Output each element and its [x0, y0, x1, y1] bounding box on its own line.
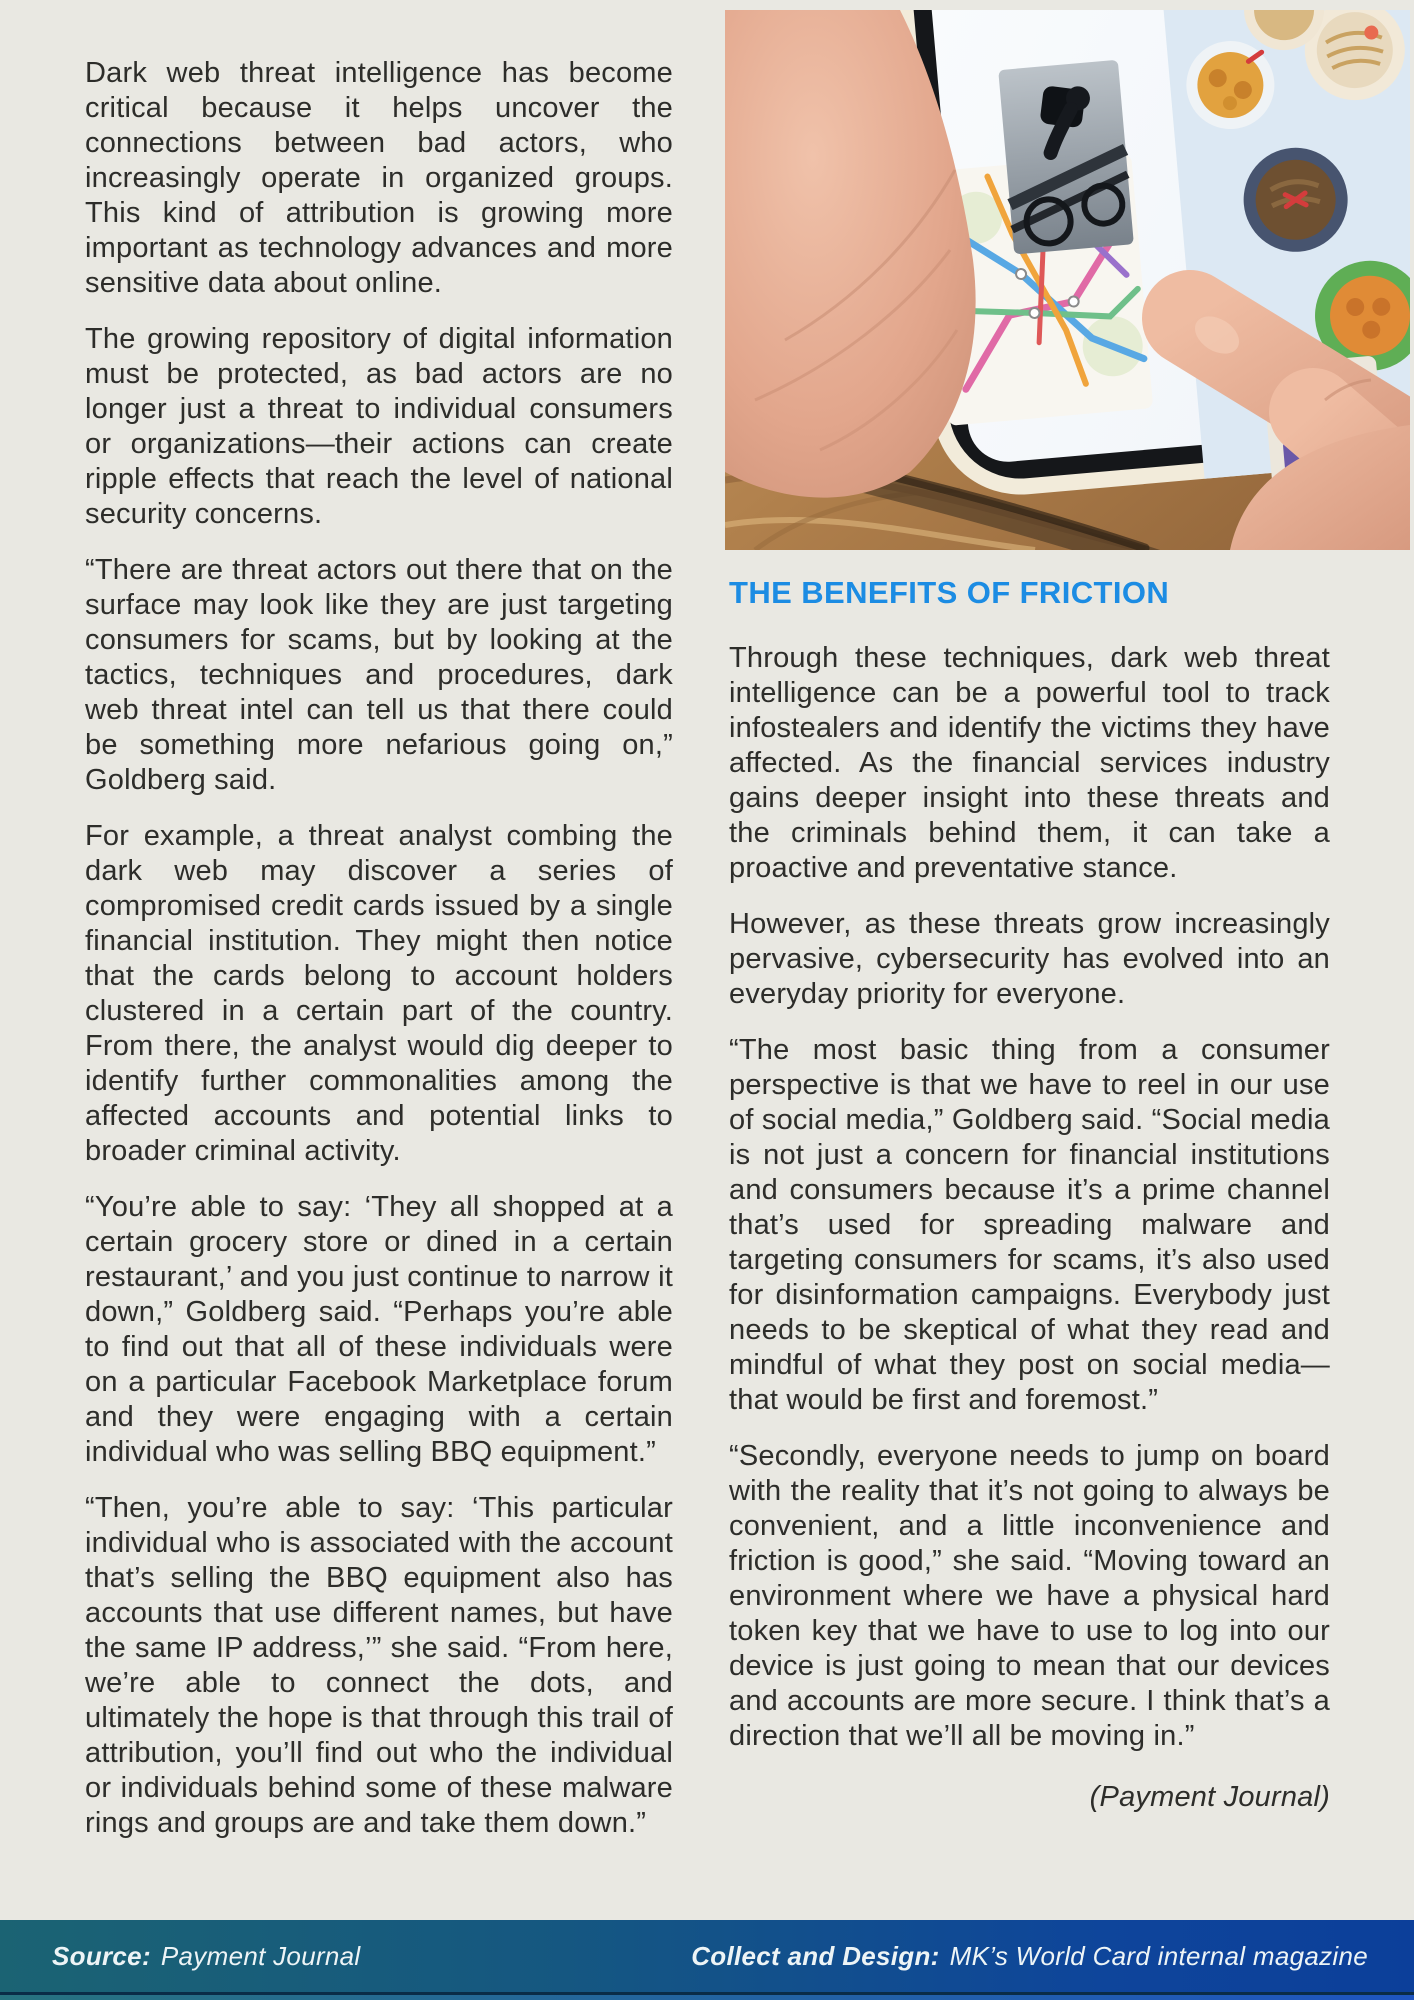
body-paragraph: However, as these threats grow increasingly pervasive, cybersecurity has evolved into an everyday priority for everyone.: [729, 908, 1330, 1010]
footer-source: [52, 1941, 361, 1972]
body-paragraph: “Secondly, everyone needs to jump on board with the reality that it’s not going to always be convenient, and a little inconvenience and friction is good,” she said. “Moving toward an environment where we have a physical hard token key that we have to use to log into our device is just going to mean that our devices and accounts are more secure. I think that’s a direction that we’ll all be moving in.”: [729, 1440, 1330, 1752]
body-paragraph: “Then, you’re able to say: ‘This particular individual who is associated with the account that’s selling the BBQ equipment also has accounts that use different names, but have the same IP address,’” she said. “From here, we’re able to connect the dots, and ultimately the hope is that through this trail of attribution, you’ll find out who the individual or individuals behind some of these malware rings and groups are and take them down.”: [85, 1492, 673, 1839]
body-paragraph: The growing repository of digital information must be protected, as bad actors are no longer just a threat to individual consumers or organizations—their actions can create ripple effects that reach the level of national security concerns.: [85, 323, 673, 530]
footer-source-value: Payment Journal: [160, 1940, 361, 1971]
footer-source-label: Source:: [52, 1940, 151, 1971]
left-column: [85, 56, 673, 1862]
footer-bar: [0, 1920, 1414, 2000]
article-photo: [725, 10, 1410, 550]
footer-credit-label: Collect and Design:: [691, 1940, 940, 1971]
body-paragraph: “There are threat actors out there that on the surface may look like they are just targeting consumers for scams, but by looking at the tactics, techniques and procedures, dark web threat intel can tell us that there could be something more nefarious going on,” Goldberg said.: [85, 554, 673, 796]
courier-photo: [998, 60, 1134, 255]
body-paragraph: Through these techniques, dark web threat intelligence can be a powerful tool to track infostealers and identify the victims they have affected. As the financial services industry gains deeper insight into these threats and the criminals behind them, it can take a proactive and preventative stance.: [729, 642, 1330, 884]
source-attribution: (Payment Journal): [1089, 1781, 1330, 1813]
body-paragraph: For example, a threat analyst combing the dark web may discover a series of compromised credit cards issued by a single financial institution. They might then notice that the cards belong to account holders clustered in a certain part of the country. From there, the analyst would dig deeper to identify further commonalities among the affected accounts and potential links to broader criminal activity.: [85, 820, 673, 1167]
footer-credit-value: MK’s World Card internal magazine: [949, 1940, 1368, 1971]
footer-bottom-strip: [0, 1995, 1414, 2000]
right-column: [729, 575, 1330, 1815]
footer-band: [0, 1920, 1414, 1992]
section-heading: THE BENEFITS OF FRICTION: [729, 575, 1170, 610]
body-paragraph: “You’re able to say: ‘They all shopped at a certain grocery store or dined in a certain restaurant,’ and you just continue to narrow it down,” Goldberg said. “Perhaps you’re able to find out that all of these individuals were on a particular Facebook Marketplace forum and they were engaging with a certain individual who was selling BBQ equipment.”: [85, 1191, 673, 1468]
body-paragraph: Dark web threat intelligence has become critical because it helps uncover the connections between bad actors, who increasingly operate in organized groups. This kind of attribution is growing more important as technology advances and more sensitive data about online.: [85, 57, 673, 299]
body-paragraph: “The most basic thing from a consumer perspective is that we have to reel in our use of social media,” Goldberg said. “Social media is not just a concern for financial institutions and consumers because it’s a prime channel that’s used for spreading malware and targeting consumers for scams, it’s also used for disinformation campaigns. Everybody just needs to be skeptical of what they read and mindful of what they post on social media—that would be first and foremost.”: [729, 1034, 1330, 1416]
footer-credit: [691, 1941, 1368, 1972]
